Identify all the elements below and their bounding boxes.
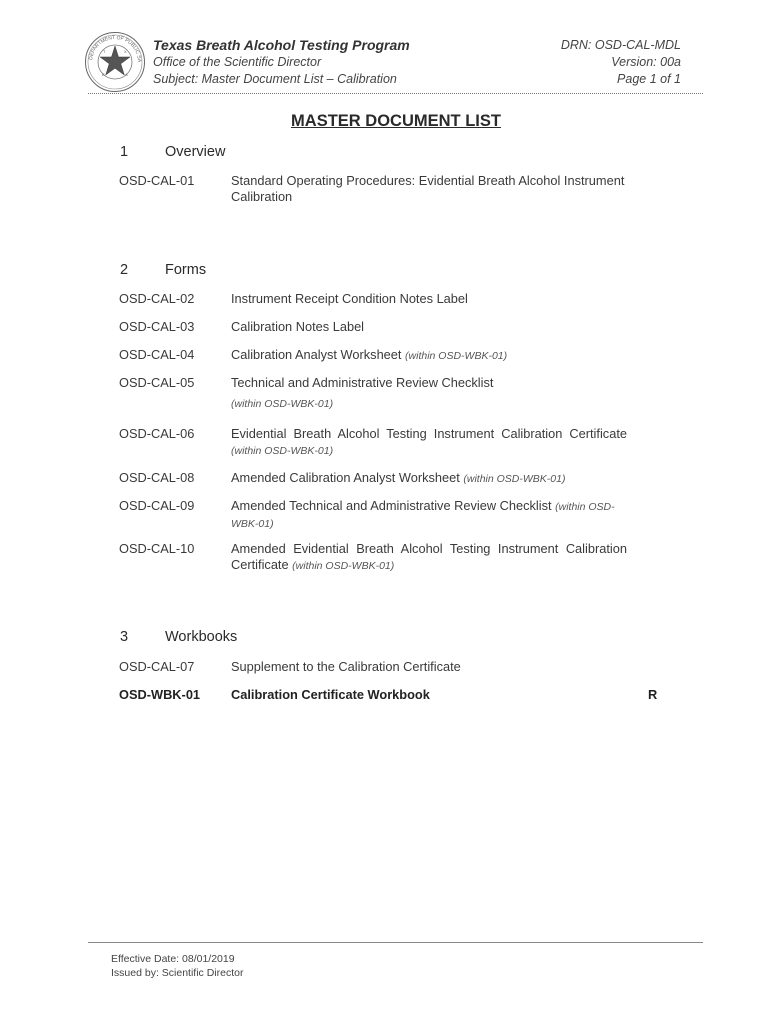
section-number: 3 [120,629,129,645]
section-heading-workbooks [120,629,237,645]
document-title: Instrument Receipt Condition Notes Label [231,291,468,306]
revision-mark: R [648,687,658,702]
drn-label: DRN: OSD-CAL-MDL [560,38,681,52]
section-heading-forms [120,262,206,278]
version-label: Version: 00a [611,55,681,69]
document-location-note: (within OSD-WBK-01) [292,560,395,572]
document-code: OSD-CAL-10 [119,541,195,556]
dps-seal-logo [84,31,146,93]
subject-line: Subject: Master Document List – Calibration [153,72,397,86]
document-location-note: (within OSD-WBK-01) [231,445,334,457]
document-code: OSD-CAL-02 [119,291,195,306]
section-number: 2 [120,262,129,278]
document-title: Calibration Certificate Workbook [231,687,430,702]
document-title: Amended Calibration Analyst Worksheet [231,470,460,485]
document-location-note: (within OSD-WBK-01) [405,350,508,362]
document-code: OSD-CAL-09 [119,498,195,513]
page-title: MASTER DOCUMENT LIST [291,112,501,130]
svg-text:T: T [103,49,106,54]
document-location-note: (within OSD-WBK-01) [463,473,566,485]
document-title: Supplement to the Calibration Certificate [231,659,461,674]
svg-text:DEPARTMENT OF PUBLIC SAFETY: DEPARTMENT OF PUBLIC SA [88,34,143,63]
document-title: Calibration Notes Label [231,319,365,334]
section-title: Workbooks [165,629,238,645]
document-code: OSD-CAL-03 [119,319,195,334]
effective-date: Effective Date: 08/01/2019 [111,953,235,965]
document-code: OSD-CAL-04 [119,347,195,362]
document-title: Technical and Administrative Review Checklist [231,375,494,390]
office-name: Office of the Scientific Director [153,55,322,69]
document-code: OSD-CAL-08 [119,470,195,485]
section-heading-overview [120,144,225,160]
document-location-note: (within OSD-WBK-01) [231,501,615,530]
svg-text:A: A [125,72,128,77]
section-title: Overview [165,144,226,160]
document-code: OSD-CAL-06 [119,426,195,441]
section-title: Forms [165,262,207,278]
document-title: Calibration Analyst Worksheet [231,347,402,362]
svg-text:E: E [102,72,105,77]
document-code: OSD-CAL-05 [119,375,195,390]
issued-by: Issued by: Scientific Director [111,967,244,979]
section-number: 1 [120,144,129,160]
program-name: Texas Breath Alcohol Testing Program [153,37,410,53]
document-code: OSD-CAL-07 [119,659,195,674]
header-left [153,37,410,88]
document-code: OSD-WBK-01 [119,687,201,702]
svg-text:X: X [124,49,127,54]
document-title: Standard Operating Procedures: Evidential Breath Alcohol Instrument Calibration [231,173,625,204]
page-number: Page 1 of 1 [617,72,681,86]
document-title: Evidential Breath Alcohol Testing Instrument Calibration Certificate [231,426,627,441]
header-right [561,37,681,88]
footer [111,952,243,980]
document-location-note: (within OSD-WBK-01) [231,398,334,410]
header-divider [88,93,703,94]
footer-divider [88,942,703,943]
document-title: Amended Evidential Breath Alcohol Testing Instrument Calibration Certificate [231,541,627,572]
document-title: Amended Technical and Administrative Review Checklist [231,498,552,513]
document-code: OSD-CAL-01 [119,173,195,188]
